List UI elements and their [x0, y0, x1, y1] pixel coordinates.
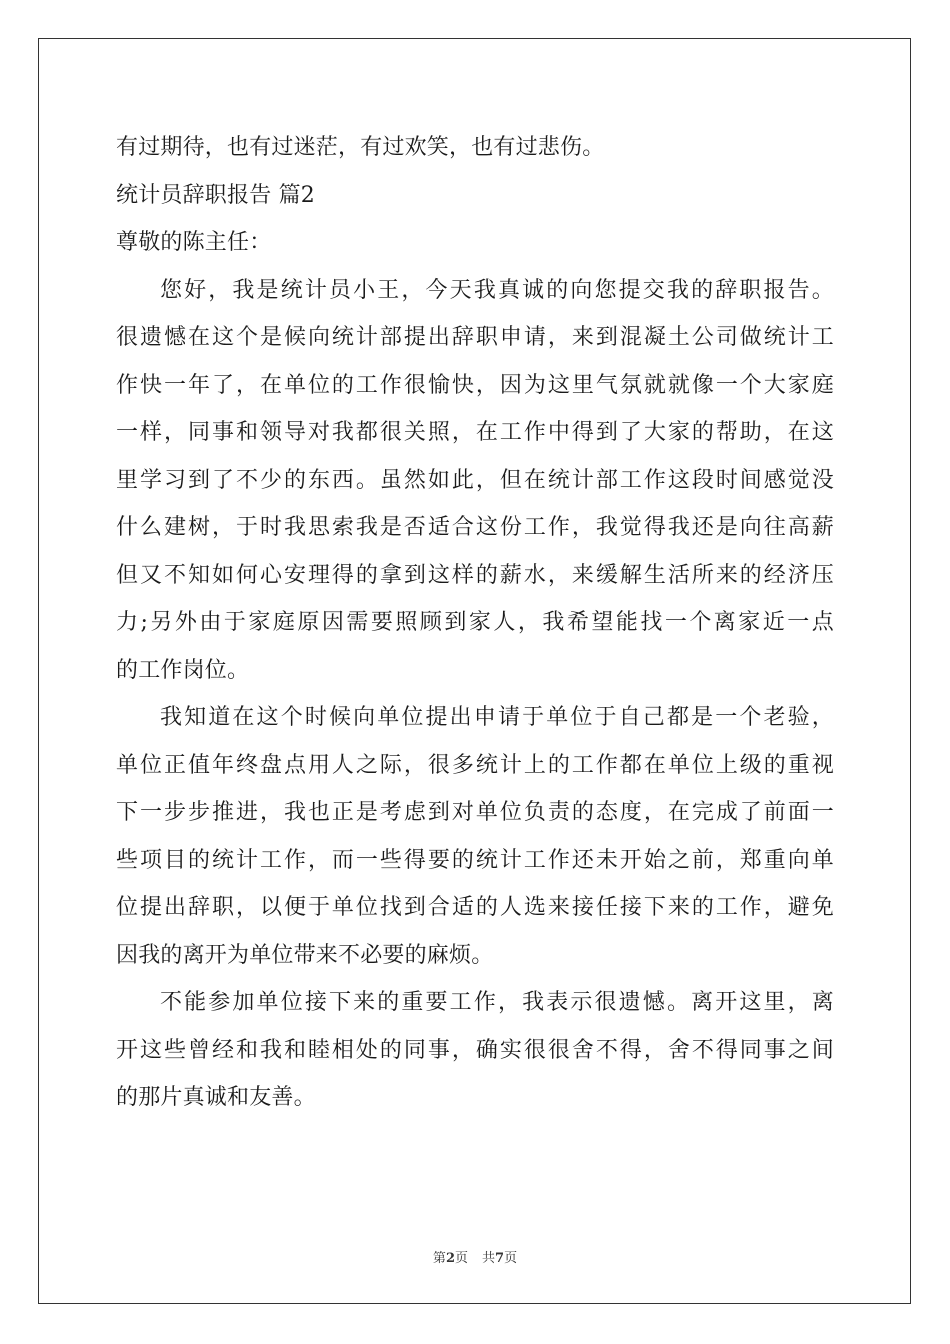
text-line: 尊敬的陈主任： — [116, 230, 272, 255]
total-suffix: 页 — [504, 1251, 518, 1266]
text-line: 您好，我是统计员小王，今天我真诚的向您提交我的辞职报告。 — [160, 277, 834, 303]
text-line: 我知道在这个时候向单位提出申请于单位于自己都是一个老验， — [160, 705, 834, 730]
text-line: 的那片真诚和友善。 — [116, 1085, 316, 1110]
text-line: 什么建树，于时我思索我是否适合这份工作，我觉得我还是向往高薪 — [116, 515, 834, 540]
page-footer — [0, 1247, 950, 1266]
text-line: 下一步步推进，我也正是考虑到对单位负责的态度，在完成了前面一 — [116, 800, 834, 825]
document-body — [116, 124, 834, 1122]
text-line: 开这些曾经和我和睦相处的同事，确实很很舍不得，舍不得同事之间 — [116, 1037, 834, 1063]
text-line: 有过期待，也有过迷茫，有过欢笑，也有过悲伤。 — [116, 135, 605, 160]
text-line: 单位正值年终盘点用人之际，很多统计上的工作都在单位上级的重视 — [116, 752, 834, 778]
text-line: 位提出辞职，以便于单位找到合适的人选来接任接下来的工作，避免 — [116, 895, 834, 920]
text-line: 统计员辞职报告 篇2 — [116, 182, 315, 208]
page-prefix: 第 — [432, 1251, 446, 1266]
text-line: 因我的离开为单位带来不必要的麻烦。 — [116, 942, 494, 968]
text-line: 不能参加单位接下来的重要工作，我表示很遗憾。离开这里，离 — [160, 990, 834, 1015]
text-line: 一样，同事和领导对我都很关照，在工作中得到了大家的帮助，在这 — [116, 420, 834, 445]
text-line: 力;另外由于家庭原因需要照顾到家人，我希望能找一个离家近一点 — [116, 610, 834, 635]
text-line: 作快一年了，在单位的工作很愉快，因为这里气氛就就像一个大家庭 — [116, 372, 834, 398]
text-line: 很遗憾在这个是候向统计部提出辞职申请，来到混凝土公司做统计工 — [116, 325, 834, 350]
total-prefix: 共 — [482, 1251, 496, 1266]
text-line: 里学习到了不少的东西。虽然如此，但在统计部工作这段时间感觉没 — [116, 467, 834, 493]
text-line: 但又不知如何心安理得的拿到这样的薪水，来缓解生活所来的经济压 — [116, 562, 834, 588]
page-suffix: 页 — [454, 1251, 468, 1266]
text-line: 些项目的统计工作，而一些得要的统计工作还未开始之前，郑重向单 — [116, 847, 834, 873]
page-number: 2 — [445, 1251, 455, 1266]
text-line: 的工作岗位。 — [116, 657, 250, 683]
total-pages: 7 — [495, 1251, 505, 1266]
